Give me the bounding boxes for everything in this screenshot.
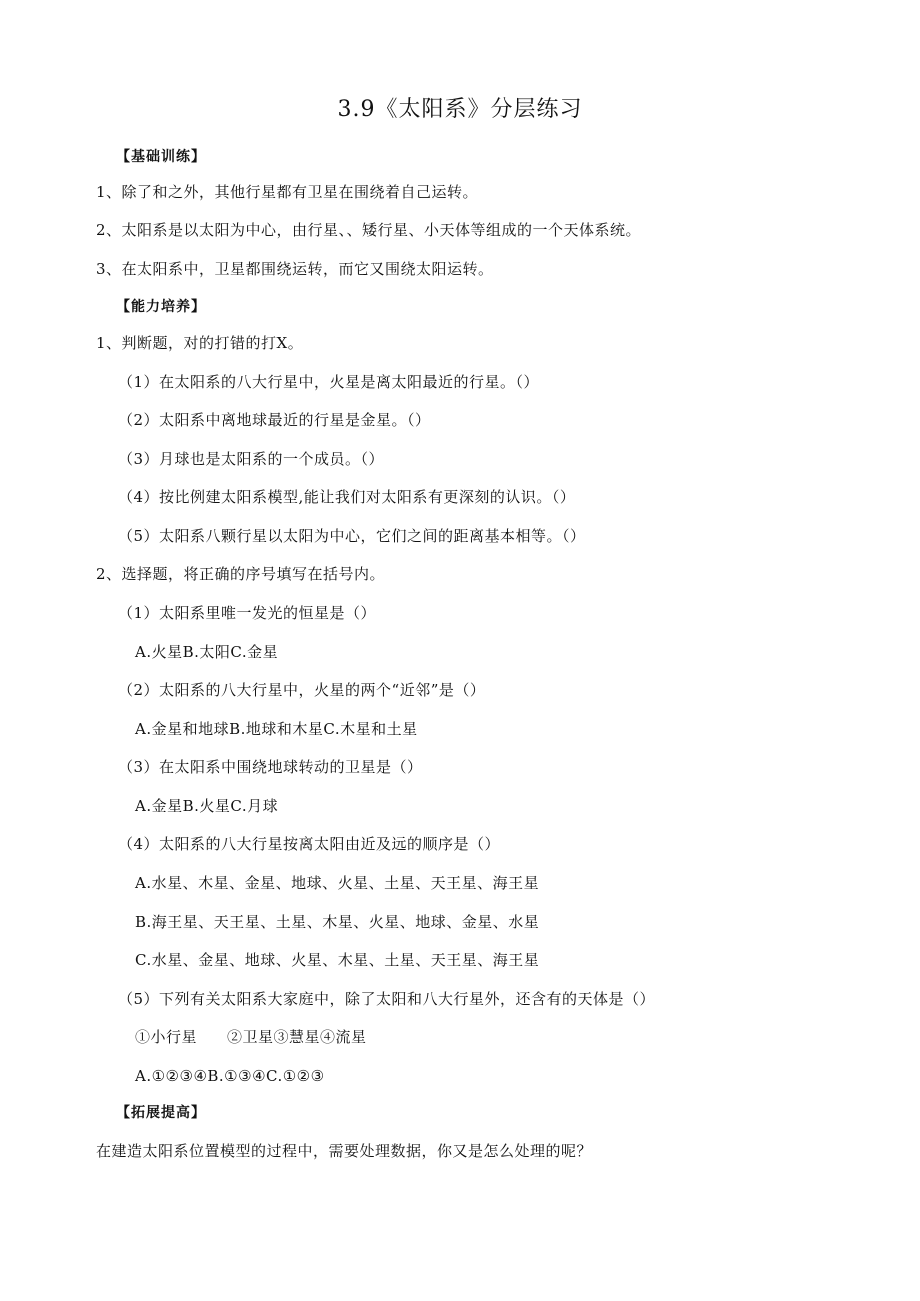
judge-item-5: （5）太阳系八颗行星以太阳为中心，它们之间的距离基本相等。（）: [118, 527, 586, 545]
choice-option-4c: C.水星、金星、地球、火星、木星、土星、天王星、海王星: [135, 951, 540, 969]
basic-question-3: 3、在太阳系中，卫星都围绕运转，而它又围绕太阳运转。: [96, 260, 494, 278]
basic-question-1: 1、除了和之外，其他行星都有卫星在围绕着自己运转。: [96, 183, 479, 201]
choice-list-5: [135, 1026, 367, 1048]
choice-options-2: A.金星和地球B.地球和木星C.木星和土星: [135, 720, 418, 738]
extend-question: 在建造太阳系位置模型的过程中，需要处理数据，你又是怎么处理的呢？: [96, 1142, 593, 1160]
judge-item-1: （1）在太阳系的八大行星中，火星是离太阳最近的行星。（）: [118, 373, 540, 391]
choice-question-1: （1）太阳系里唯一发光的恒星是（）: [118, 604, 377, 622]
choice-option-4a: A.水星、木星、金星、地球、火星、土星、天王星、海王星: [135, 874, 540, 892]
basic-question-2: 2、太阳系是以太阳为中心，由行星、、矮行星、小天体等组成的一个天体系统。: [96, 221, 642, 239]
choice-option-4b: B.海王星、天王星、土星、木星、火星、地球、金星、水星: [135, 913, 540, 931]
choice-question-2: （2）太阳系的八大行星中，火星的两个“近邻”是（）: [118, 681, 486, 699]
choice-list-5-part-b: ②卫星③慧星④流星: [227, 1028, 367, 1046]
choice-question-4: （4）太阳系的八大行星按离太阳由近及远的顺序是（）: [118, 835, 501, 853]
section-heading-extend: 【拓展提高】: [116, 1105, 206, 1121]
choice-list-5-part-a: ①小行星: [135, 1028, 198, 1046]
section-heading-ability: 【能力培养】: [116, 299, 206, 315]
section-heading-basic: 【基础训练】: [116, 149, 206, 165]
choice-options-3: A.金星B.火星C.月球: [135, 797, 279, 815]
choice-question-5: （5）下列有关太阳系大家庭中，除了太阳和八大行星外，还含有的天体是（）: [118, 990, 656, 1008]
judge-item-4: （4）按比例建太阳系模型,能让我们对太阳系有更深刻的认识。（）: [118, 488, 576, 506]
judge-item-3: （3）月球也是太阳系的一个成员。（）: [118, 450, 385, 468]
judge-item-2: （2）太阳系中离地球最近的行星是金星。（）: [118, 411, 431, 429]
judge-heading: 1、判断题，对的打错的打X。: [96, 334, 304, 352]
choice-options-5: A.①②③④B.①③④C.①②③: [135, 1067, 325, 1085]
choice-question-3: （3）在太阳系中围绕地球转动的卫星是（）: [118, 758, 423, 776]
choice-heading: 2、选择题，将正确的序号填写在括号内。: [96, 565, 386, 583]
choice-options-1: A.火星B.太阳C.金星: [135, 643, 279, 661]
page-title: 3.9《太阳系》分层练习: [337, 97, 583, 122]
